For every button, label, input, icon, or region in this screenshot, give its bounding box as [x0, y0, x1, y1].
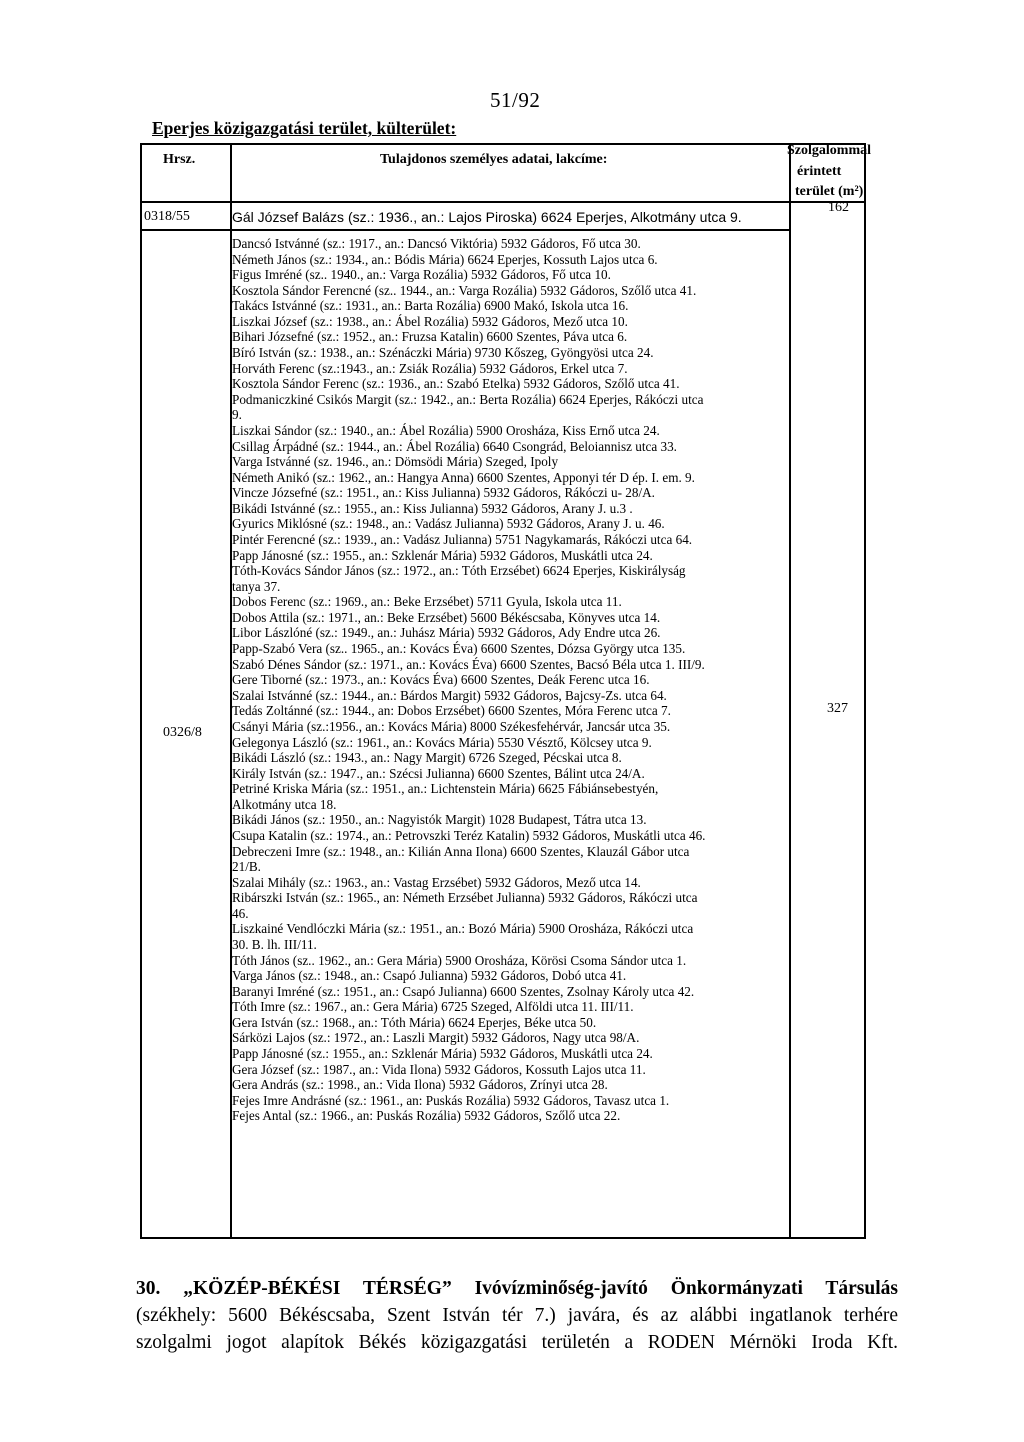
owner-line: Sárközi Lajos (sz.: 1972., an.: Laszli Margit) 5932 Gádoros, Nagy utca 98/A.: [232, 1030, 640, 1046]
section-title: Eperjes közigazgatási terület, külterület:: [152, 118, 457, 138]
owner-line: Tedás Zoltánné (sz.: 1944., an: Dobos Erzsébet) 6600 Szentes, Móra Ferenc utca 7.: [232, 703, 671, 719]
owner-line: Alkotmány utca 18.: [232, 796, 337, 812]
owner-line: Gera József (sz.: 1987., an.: Vida Ilona) 5932 Gádoros, Kossuth Lajos utca 11.: [232, 1061, 646, 1077]
owner-line: 21/B.: [232, 859, 261, 875]
section-30-line2: (székhely: 5600 Békéscsaba, Szent István tér 7.) javára, és az alábbi ingatlanok terhére: [136, 1305, 898, 1326]
owner-line: Varga Istvánné (sz. 1946., an.: Dömsödi Mária) Szeged, Ipoly: [232, 454, 559, 470]
owner-line: 30. B. lh. III/11.: [232, 937, 317, 953]
owner-line: Gera István (sz.: 1968., an.: Tóth Mária) 6624 Eperjes, Béke utca 50.: [232, 1014, 597, 1030]
page-number: 51/92: [490, 88, 541, 112]
owner-line: Podmaniczkiné Csikós Margit (sz.: 1942., an.: Berta Rozália) 6624 Eperjes, Rákóczi utca: [232, 391, 704, 407]
row-divider: [140, 229, 790, 231]
table-right-border: [864, 143, 866, 1239]
owner-line: Szalai Istvánné (sz.: 1944., an.: Bárdos Margit) 5932 Gádoros, Bajcsy-Zs. utca 64.: [232, 687, 667, 703]
section-30-paragraph: [136, 1275, 898, 1356]
header-area-line2: érintett: [797, 164, 842, 179]
owner-line: Papp Jánosné (sz.: 1955., an.: Szklenár Mária) 5932 Gádoros, Muskátli utca 24.: [232, 1046, 653, 1062]
owner-line: Liszkai Sándor (sz.: 1940., an.: Ábel Rozália) 5900 Orosháza, Kiss Ernő utca 24.: [232, 422, 660, 438]
owner-line: Bihari Józsefné (sz.: 1952., an.: Fruzsa Katalin) 6600 Szentes, Páva utca 6.: [232, 329, 628, 345]
header-owner: Tulajdonos személyes adatai, lakcíme:: [380, 152, 608, 167]
header-hrsz: Hrsz.: [163, 152, 196, 167]
owner-line: Bikádi László (sz.: 1943., an.: Nagy Margit) 6726 Szeged, Pécskai utca 8.: [232, 750, 622, 766]
owner-line: Bikádi János (sz.: 1950., an.: Nagyistók Margit) 1028 Budapest, Tátra utca 13.: [232, 812, 647, 828]
owner-line: Bikádi Istvánné (sz.: 1955., an.: Kiss Julianna) 5932 Gádoros, Arany J. u.3 .: [232, 500, 633, 516]
owner-line: Németh János (sz.: 1934., an.: Bódis Mária) 6624 Eperjes, Kossuth Lajos utca 6.: [232, 251, 658, 267]
owner-line: Fejes Imre Andrásné (sz.: 1961., an: Puskás Rozália) 5932 Gádoros, Tavasz utca 1.: [232, 1092, 670, 1108]
owner-line: 9.: [232, 407, 242, 423]
owner-line: Szabó Dénes Sándor (sz.: 1971., an.: Kovács Éva) 6600 Szentes, Bacsó Béla utca 1. III/9.: [232, 656, 705, 672]
owner-line: Gere Tiborné (sz.: 1973., an.: Kovács Éva) 6600 Szentes, Deák Ferenc utca 16.: [232, 672, 650, 688]
owner-line: Csupa Katalin (sz.: 1974., an.: Petrovszki Teréz Katalin) 5932 Gádoros, Muskátli utca 46.: [232, 827, 706, 843]
owner-line: Tóth Imre (sz.: 1967., an.: Gera Mária) 6725 Szeged, Alföldi utca 11. III/11.: [232, 999, 634, 1015]
owner-line: Liszkainé Vendlóczki Mária (sz.: 1951., an.: Bozó Mária) 5900 Orosháza, Rákóczi utca: [232, 921, 694, 937]
owner-line: Dobos Attila (sz.: 1971., an.: Beke Erzsébet) 5600 Békéscsaba, Könyves utca 14.: [232, 609, 661, 625]
owner-line: Kosztola Sándor Ferencné (sz.. 1944., an.: Varga Rozália) 5932 Gádoros, Szőlő utca 41.: [232, 282, 697, 298]
row1-area: 162: [828, 200, 849, 215]
owner-line: Figus Imréné (sz.. 1940., an.: Varga Rozália) 5932 Gádoros, Fő utca 10.: [232, 267, 611, 283]
owner-line: Király István (sz.: 1947., an.: Szécsi Julianna) 6600 Szentes, Bálint utca 24/A.: [232, 765, 645, 781]
section-30-line1: „KÖZÉP-BÉKÉSI TÉRSÉG” Ivóvízminőség-javító Önkormányzati Társulás: [183, 1278, 898, 1299]
owner-line: Libor Lászlóné (sz.: 1949., an.: Juhász Mária) 5932 Gádoros, Ady Endre utca 26.: [232, 625, 661, 641]
row2-hrsz: 0326/8: [163, 725, 202, 740]
section-30-line3: szolgalmi jogot alapítok Békés közigazgatási területén a RODEN Mérnöki Iroda Kft.: [136, 1332, 898, 1353]
owner-line: Debreczeni Imre (sz.: 1948., an.: Kilián Anna Ilona) 6600 Szentes, Klauzál Gábor utca: [232, 843, 690, 859]
owner-line: Csillag Árpádné (sz.: 1944., an.: Ábel Rozália) 6640 Csongrád, Beloiannisz utca 33.: [232, 438, 677, 454]
header-area-line1: Szolgalommal: [787, 143, 871, 158]
owner-line: Horváth Ferenc (sz.:1943., an.: Zsiák Rozália) 5932 Gádoros, Erkel utca 7.: [232, 360, 628, 376]
owner-line: Gyurics Miklósné (sz.: 1948., an.: Vadász Julianna) 5932 Gádoros, Arany J. u. 46.: [232, 516, 665, 532]
owner-line: Varga János (sz.: 1948., an.: Csapó Julianna) 5932 Gádoros, Dobó utca 41.: [232, 968, 627, 984]
owner-line: Szalai Mihály (sz.: 1963., an.: Vastag Erzsébet) 5932 Gádoros, Mező utca 14.: [232, 874, 641, 890]
owner-line: Dobos Ferenc (sz.: 1969., an.: Beke Erzsébet) 5711 Gyula, Iskola utca 11.: [232, 594, 622, 610]
header-area-line3: terület (m²): [795, 184, 864, 199]
owner-line: Takács Istvánné (sz.: 1931., an.: Barta Rozália) 6900 Makó, Iskola utca 16.: [232, 298, 629, 314]
table-left-border: [140, 143, 142, 1239]
owner-line: Tóth János (sz.. 1962., an.: Gera Mária) 5900 Orosháza, Körösi Csoma Sándor utca 1.: [232, 952, 687, 968]
owner-line: Németh Anikó (sz.: 1962., an.: Hangya Anna) 6600 Szentes, Apponyi tér D ép. I. em. 9.: [232, 469, 695, 485]
owner-line: Kosztola Sándor Ferenc (sz.: 1936., an.: Szabó Etelka) 5932 Gádoros, Szőlő utca 41.: [232, 376, 680, 392]
owner-line: Fejes Antal (sz.: 1966., an: Puskás Rozália) 5932 Gádoros, Szőlő utca 22.: [232, 1108, 621, 1124]
owner-line: Dancsó Istvánné (sz.: 1917., an.: Dancsó Viktória) 5932 Gádoros, Fő utca 30.: [232, 236, 641, 251]
owner-line: Tóth-Kovács Sándor János (sz.: 1972., an.: Tóth Erzsébet) 6624 Eperjes, Kiskirályság: [232, 563, 686, 579]
owner-line: Gelegonya László (sz.: 1961., an.: Kovács Mária) 5530 Vésztő, Kölcsey utca 9.: [232, 734, 652, 750]
row2-area: 327: [827, 701, 848, 716]
owner-line: tanya 37.: [232, 578, 281, 594]
owner-line: Liszkai József (sz.: 1938., an.: Ábel Rozália) 5932 Gádoros, Mező utca 10.: [232, 313, 628, 329]
owner-line: Papp-Szabó Vera (sz.. 1965., an.: Kovács Éva) 6600 Szentes, Dózsa György utca 135.: [232, 641, 686, 657]
row1-hrsz: 0318/55: [144, 209, 190, 224]
owner-line: Papp Jánosné (sz.: 1955., an.: Szklenár Mária) 5932 Gádoros, Muskátli utca 24.: [232, 547, 653, 563]
owner-line: Ribárszki István (sz.: 1965., an: Németh Erzsébet Julianna) 5932 Gádoros, Rákóczi utca: [232, 890, 698, 906]
owner-line: Gera András (sz.: 1998., an.: Vida Ilona) 5932 Gádoros, Zrínyi utca 28.: [232, 1077, 608, 1093]
owner-line: Bíró István (sz.: 1938., an.: Szénáczki Mária) 9730 Kőszeg, Gyöngyösi utca 24.: [232, 345, 654, 361]
owner-line: Vincze Józsefné (sz.: 1951., an.: Kiss Julianna) 5932 Gádoros, Rákóczi u- 28/A.: [232, 485, 655, 501]
row1-owner: Gál József Balázs (sz.: 1936., an.: Lajos Piroska) 6624 Eperjes, Alkotmány utca 9.: [232, 209, 742, 225]
row2-owner-list: [232, 236, 790, 1124]
owner-line: 46.: [232, 905, 249, 921]
owner-line: Csányi Mária (sz.:1956., an.: Kovács Mária) 8000 Székesfehérvár, Jancsár utca 35.: [232, 718, 671, 734]
owner-line: Petriné Kriska Mária (sz.: 1951., an.: Lichtenstein Mária) 6625 Fábiánsebestyén,: [232, 781, 659, 797]
section-30-number: 30.: [136, 1278, 161, 1299]
owner-line: Pintér Ferencné (sz.: 1939., an.: Vadász Julianna) 5751 Nagykamarás, Rákóczi utca 64.: [232, 531, 693, 547]
header-divider: [140, 201, 865, 203]
owner-line: Baranyi Imréné (sz.: 1951., an.: Csapó Julianna) 6600 Szentes, Zsolnay Károly utca 42.: [232, 983, 695, 999]
